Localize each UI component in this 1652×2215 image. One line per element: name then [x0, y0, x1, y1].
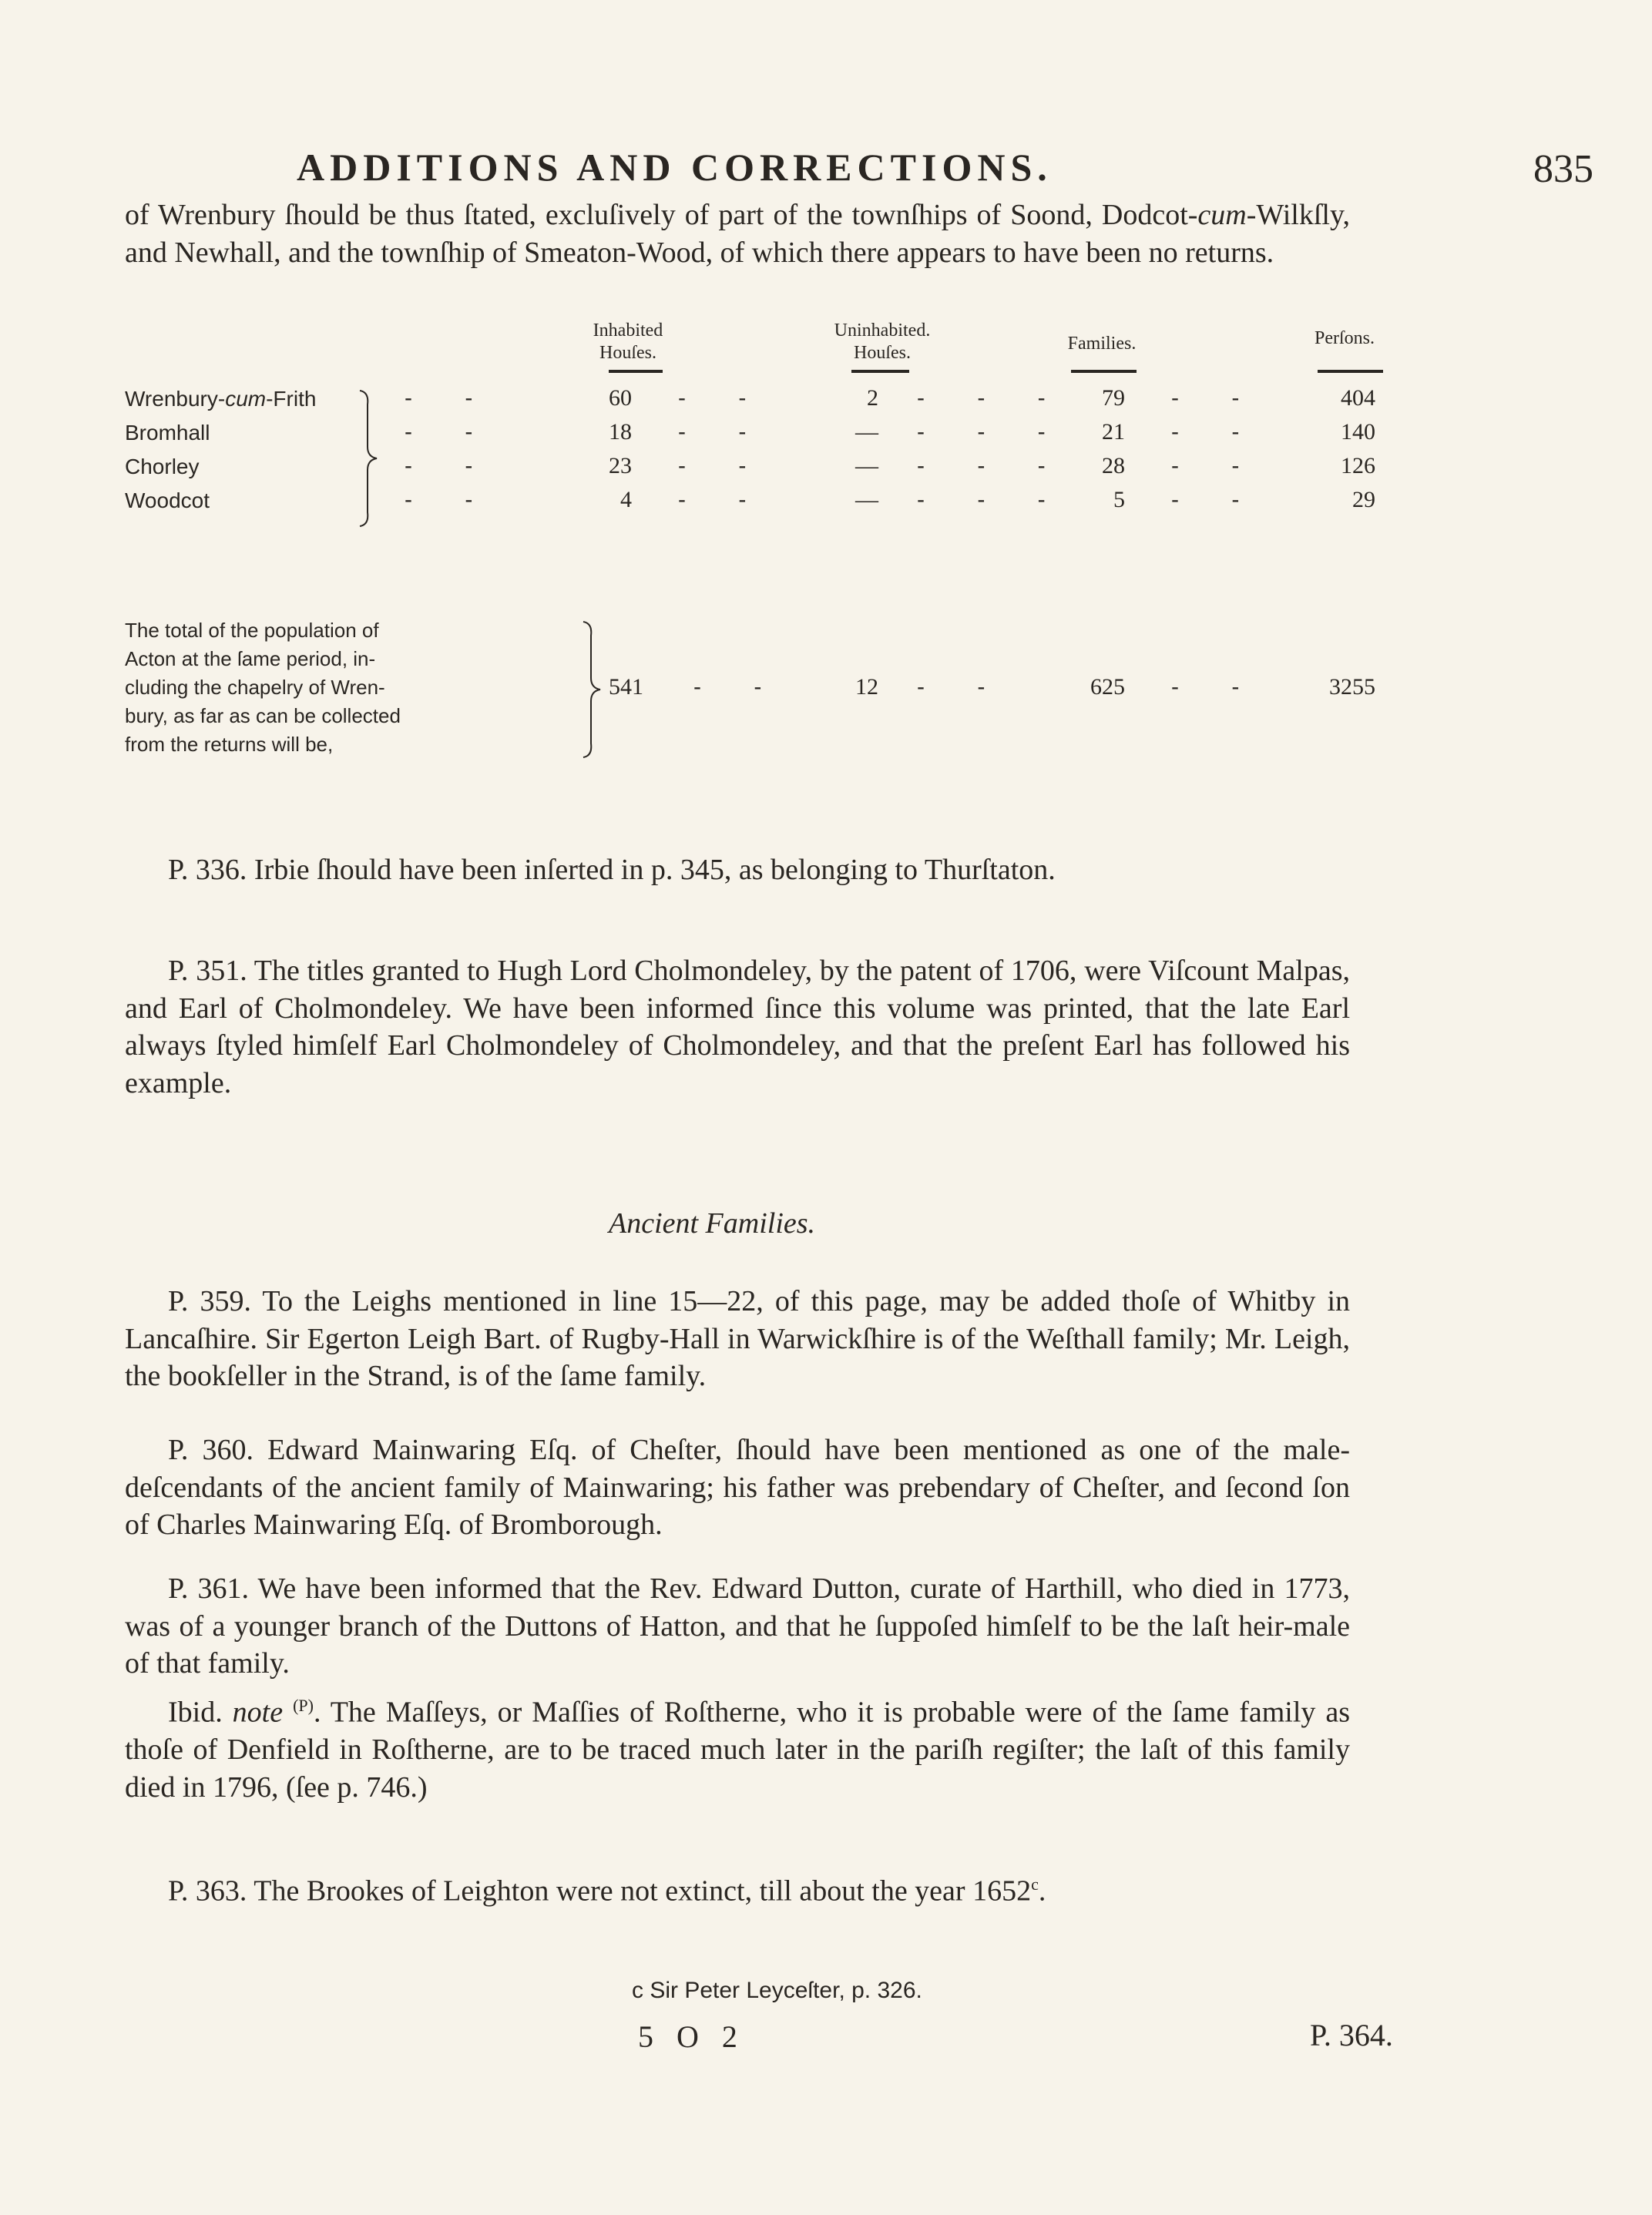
col-header-line: Families.	[1067, 334, 1137, 354]
ibid-label: Ibid.	[168, 1696, 233, 1729]
leader-dots: - -	[1171, 419, 1263, 445]
table-row-label: Woodcot	[125, 488, 210, 512]
col-header-line: Houſes.	[854, 343, 911, 363]
ibid-note-ref: (P)	[293, 1696, 314, 1715]
leader-dots: - -	[405, 419, 496, 445]
rows-brace	[358, 389, 381, 528]
total-label	[125, 616, 587, 759]
leader-dots: - -	[678, 419, 770, 445]
footnote-ref: c	[1031, 1874, 1039, 1894]
total-brace	[582, 620, 605, 759]
correction-p336: P. 336. Irbie ſhould have been inſerted in p. 345, as belonging to Thurſtaton.	[168, 854, 1056, 886]
cell-uninhabited: —	[855, 487, 878, 512]
correction-p363	[125, 1866, 1350, 1910]
cell-persons: 404	[1341, 385, 1375, 411]
correction-p351: P. 351. The titles granted to Hugh Lord Cholmondeley, by the patent of 1706, were Viſcount Malpas, and Earl of Cholmondeley. We have been informed ſince this volume was printed, that the late Earl always ſtyled himſelf Earl Cholmondeley of Cholmondeley, and that the preſent Earl has followed his example.	[125, 955, 1350, 1099]
cell-families: 21	[1102, 419, 1125, 445]
table-row-label	[125, 387, 316, 411]
table-row-label: Bromhall	[125, 421, 210, 445]
column-rule	[1071, 370, 1137, 373]
leader-dots: - -	[1171, 487, 1263, 512]
total-line: The total of the population of	[125, 619, 379, 642]
col-header-families	[1052, 333, 1152, 355]
cell-inhabited: 60	[609, 385, 632, 411]
total-uninhabited: 12	[855, 674, 878, 700]
row-name: Wrenbury-	[125, 387, 226, 411]
intro-paragraph	[125, 196, 1350, 271]
col-header-uninhabited	[813, 320, 952, 364]
row-name-rest: -Frith	[266, 387, 317, 411]
cell-uninhabited: 2	[867, 385, 878, 411]
table-row-label: Chorley	[125, 455, 200, 478]
cell-uninhabited: —	[855, 419, 878, 445]
col-header-line: Houſes.	[599, 343, 656, 363]
leader-dots: - -	[678, 385, 770, 411]
cell-inhabited: 4	[620, 487, 632, 512]
row-name-italic: cum	[225, 387, 267, 411]
ibid-text: . The Maſſeys, or Maſſies of Roſtherne, who it is probable were of the ſame family as thoſe of Denfield in Roſtherne, are to be traced much later in the pariſh regiſter; the laſt of this family died in 1796, (ſee p. 746.)	[125, 1696, 1351, 1804]
cell-inhabited: 18	[609, 419, 632, 445]
col-header-line: Inhabited	[593, 321, 663, 341]
leader-dots: - -	[1171, 453, 1263, 478]
ibid-note: note	[232, 1696, 284, 1729]
correction-p361: P. 361. We have been informed that the Rev. Edward Dutton, curate of Harthill, who died in 1773, was of a younger branch of the Duttons of Hatton, and that he ſuppoſed himſelf to be the laſt heir-male of that family.	[125, 1572, 1350, 1680]
correction-p360: P. 360. Edward Mainwaring Eſq. of Cheſter, ſhould have been mentioned as one of the male-deſcendants of the ancient family of Mainwaring; his father was prebendary of Cheſter, and ſecond ſon of Charles Mainwaring Eſq. of Bromborough.	[125, 1434, 1350, 1541]
cell-uninhabited: —	[855, 453, 878, 478]
leader-dots: - -	[917, 674, 1009, 700]
cell-families: 5	[1113, 487, 1125, 512]
column-rule	[1318, 370, 1383, 373]
catchword: P. 364.	[1310, 2018, 1393, 2052]
leader-dots: - -	[1171, 674, 1263, 700]
cell-persons: 140	[1341, 419, 1375, 445]
col-header-line: Uninhabited.	[834, 321, 931, 341]
cell-inhabited: 23	[609, 453, 632, 478]
cell-families: 28	[1102, 453, 1125, 478]
total-persons: 3255	[1329, 674, 1375, 700]
leader-dots: - -	[405, 453, 496, 478]
total-line: from the returns will be,	[125, 733, 334, 756]
col-header-line: Perſons.	[1315, 328, 1375, 348]
leader-dots: - -	[405, 385, 496, 411]
total-inhabited: 541	[609, 674, 643, 700]
leader-dots: - -	[693, 674, 785, 700]
leader-dots: - - -	[917, 419, 1069, 445]
signature-mark: 5 O 2	[638, 2019, 745, 2054]
leader-dots: - -	[678, 487, 770, 512]
total-families: 625	[1090, 674, 1125, 700]
intro-italic: cum	[1197, 199, 1247, 231]
total-line: bury, as far as can be collected	[125, 704, 401, 727]
total-line: cluding the chapelry of Wren-	[125, 676, 385, 699]
total-line: Acton at the ſame period, in-	[125, 647, 376, 670]
col-header-inhabited	[570, 320, 686, 364]
p363-end: .	[1038, 1874, 1046, 1908]
cell-persons: 126	[1341, 453, 1375, 478]
column-rule	[609, 370, 663, 373]
page-number: 835	[1533, 147, 1593, 191]
leader-dots: - -	[1171, 385, 1263, 411]
leader-dots: - - -	[917, 487, 1069, 512]
leader-dots: - - -	[917, 453, 1069, 478]
correction-ibid	[125, 1687, 1350, 1806]
col-header-persons	[1298, 327, 1391, 350]
leader-dots: - - -	[917, 385, 1069, 411]
p363-text: P. 363. The Brookes of Leighton were not extinct, till about the year 1652	[168, 1874, 1032, 1908]
leader-dots: - -	[678, 453, 770, 478]
section-heading: Ancient Families.	[609, 1207, 816, 1240]
column-rule	[851, 370, 909, 373]
cell-families: 79	[1102, 385, 1125, 411]
correction-p359: P. 359. To the Leighs mentioned in line 15—22, of this page, may be added thoſe of Whitby in Lancaſhire. Sir Egerton Leigh Bart. of Rugby-Hall in Warwickſhire is of the Weſthall family; Mr. Leigh, the bookſeller in the Strand, is of the ſame family.	[125, 1285, 1350, 1392]
cell-persons: 29	[1352, 487, 1375, 512]
running-header: ADDITIONS AND CORRECTIONS.	[297, 146, 1053, 189]
intro-text-rest: -Wilkſly, and Newhall, and the townſhip of Smeaton-Wood, of which there appears to have been no returns.	[125, 199, 1350, 269]
footnote: c Sir Peter Leyceſter, p. 326.	[632, 1978, 922, 2003]
intro-text: of Wrenbury ſhould be thus ſtated, excluſively of part of the townſhips of Soond, Dodcot-	[125, 199, 1198, 231]
leader-dots: - -	[405, 487, 496, 512]
